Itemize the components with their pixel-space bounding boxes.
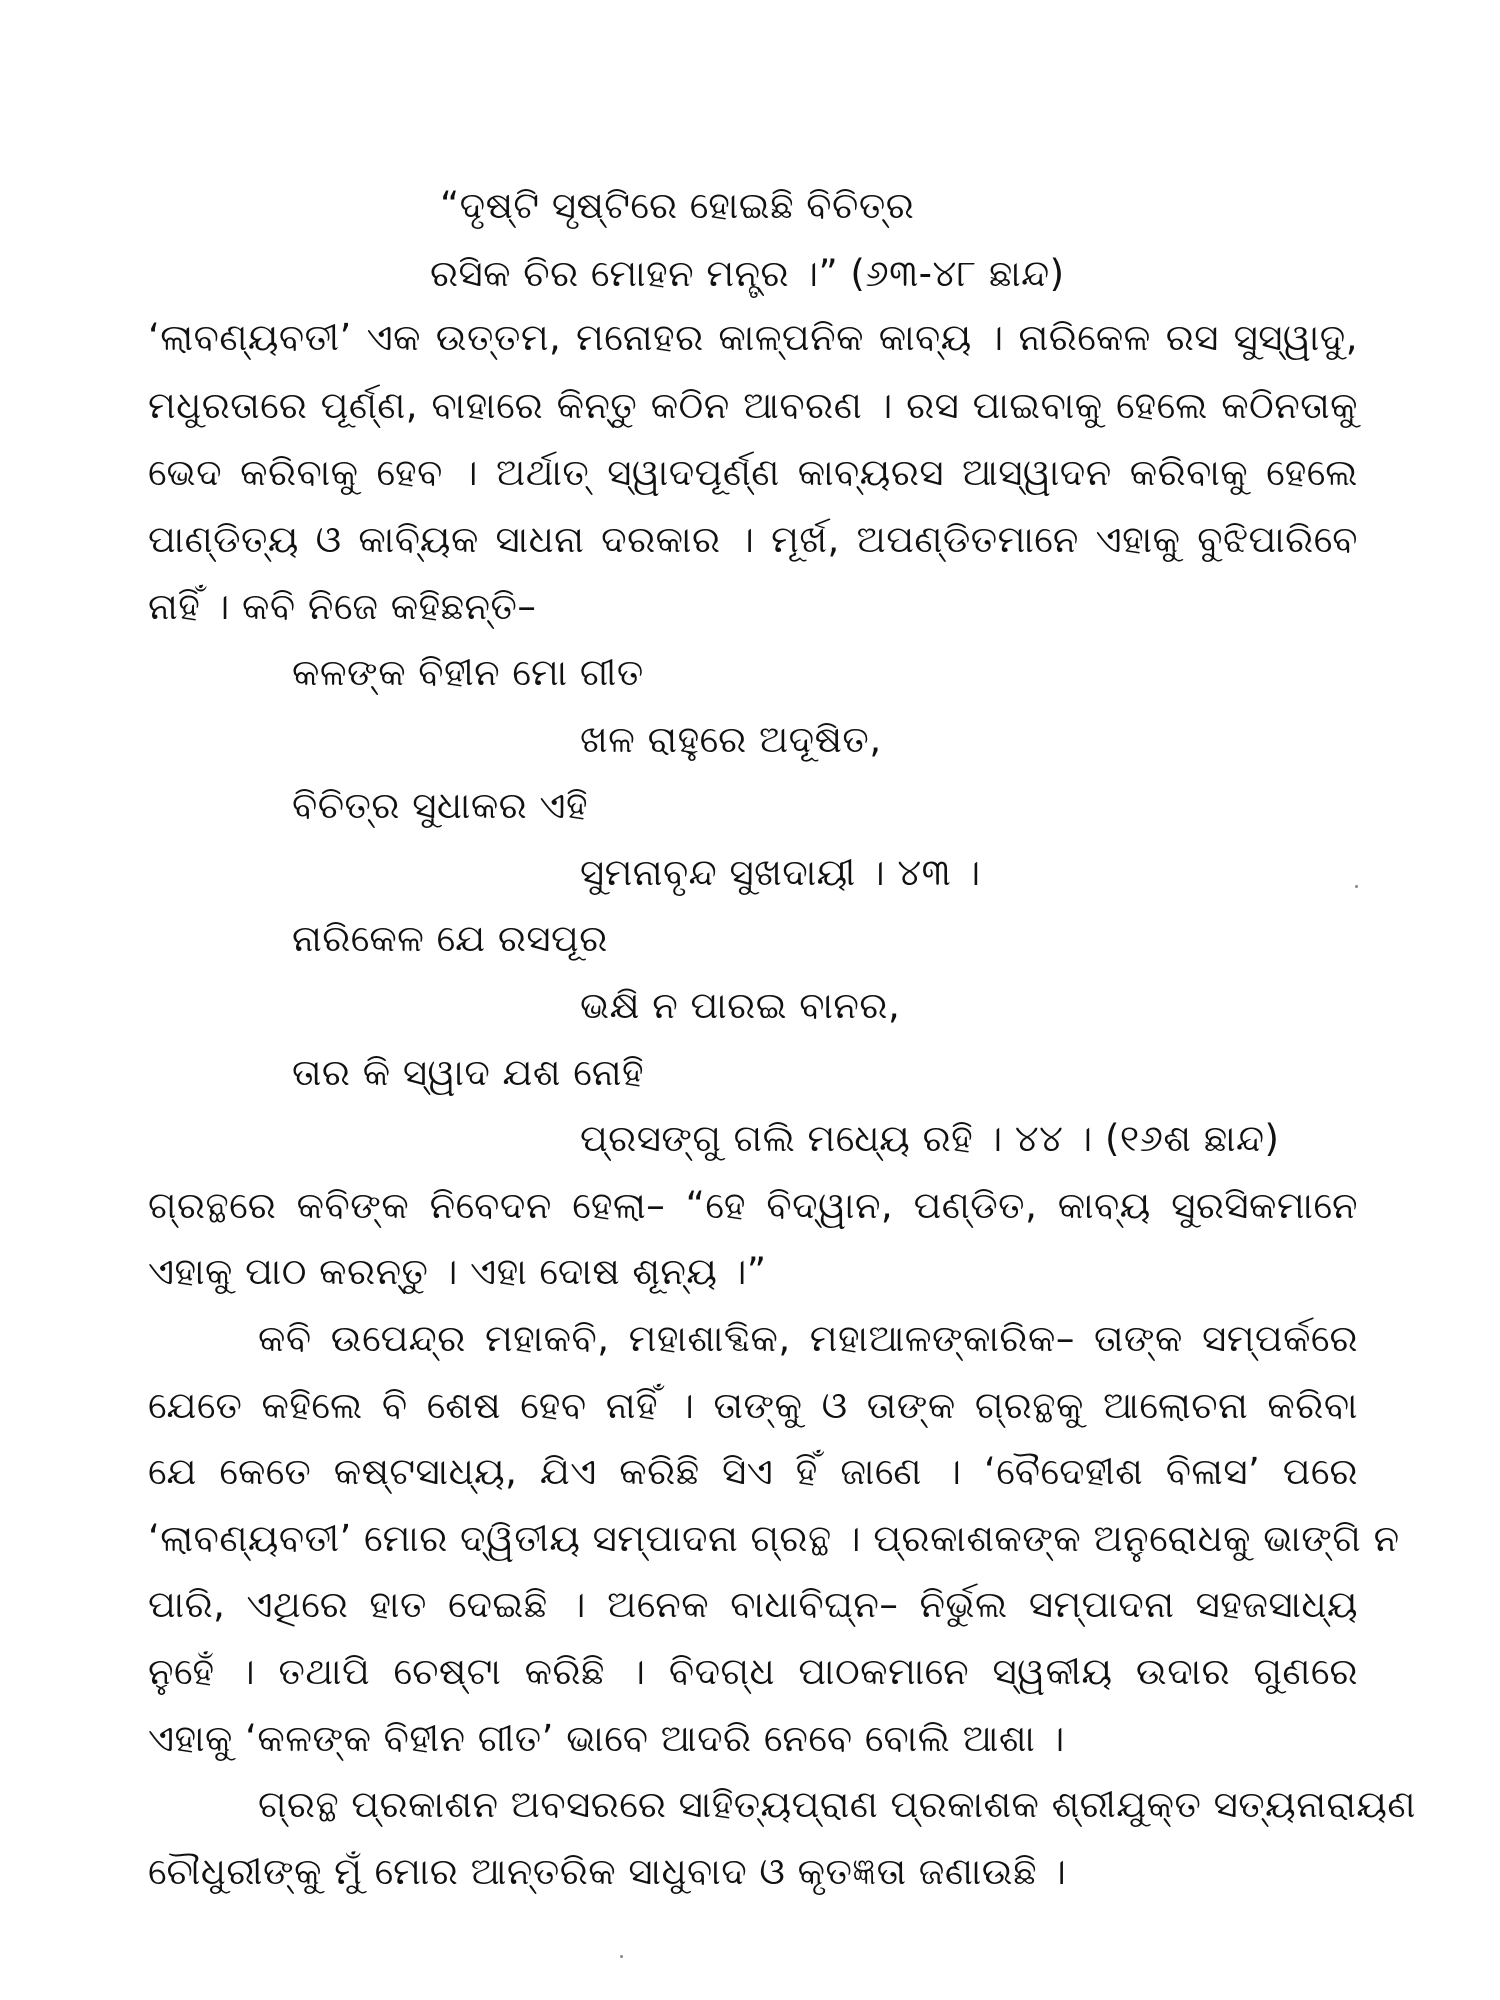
scan-speck: [620, 1955, 623, 1958]
paragraph-3-line-6: ନୁହେଁ । ତଥାପି ଚେଷ୍ଟା କରିଛି । ବିଦଗ୍ଧ ପାଠକମାନେ ସ୍ୱକୀୟ ଉଦାର ଗୁଣରେ: [148, 1650, 1358, 1693]
paragraph-3-line-3: ଯେ କେତେ କଷ୍ଟସାଧ୍ୟ, ଯିଏ କରିଛି ସିଏ ହିଁ ଜାଣେ । ‘ବୈଦେହୀଶ ବିଳାସ’ ପରେ: [148, 1450, 1358, 1493]
paragraph-2-line-1: ଗ୍ରନ୍ଥରେ କବିଙ୍କ ନିବେଦନ ହେଲା– “ହେ ବିଦ୍ୱାନ, ପଣ୍ଡିତ, କାବ୍ୟ ସୁରସିକମାନେ: [148, 1184, 1358, 1227]
epigraph-line-1: “ଦୃଷ୍ଟି ସୃଷ୍ଟିରେ ହୋଇଛି ବିଚିତ୍ର: [440, 184, 915, 227]
paragraph-3-line-7: ଏହାକୁ ‘କଳଙ୍କ ବିହୀନ ଗୀତ’ ଭାବେ ଆଦରି ନେବେ ବୋଲି ଆଶା ।: [148, 1717, 1065, 1760]
epigraph-line-2: ରସିକ ଚିର ମୋହନ ମନ୍ତ୍ର ।” (୬୩-୪୮ ଛାନ୍ଦ): [430, 252, 1065, 295]
verse-line-4: ସୁମନାବୃନ୍ଦ ସୁଖଦାୟୀ । ୪୩ ।: [580, 851, 981, 894]
verse-line-7: ତାର କି ସ୍ୱାଦ ଯଶ ନୋହି: [292, 1051, 645, 1094]
paragraph-3-line-2: ଯେତେ କହିଲେ ବି ଶେଷ ହେବ ନାହିଁ । ତାଙ୍କୁ ଓ ତାଙ୍କ ଗ୍ରନ୍ଥକୁ ଆଲୋଚନା କରିବା: [148, 1384, 1358, 1427]
paragraph-2-line-2: ଏହାକୁ ପାଠ କରନ୍ତୁ । ଏହା ଦୋଷ ଶୂନ୍ୟ ।”: [148, 1250, 767, 1293]
verse-line-3: ବିଚିତ୍ର ସୁଧାକର ଏହି: [292, 784, 589, 827]
paragraph-1-line-3: ଭେଦ କରିବାକୁ ହେବ । ଅର୍ଥାତ୍ ସ୍ୱାଦପୂର୍ଣ୍ଣ କାବ୍ୟରସ ଆସ୍ୱାଦନ କରିବାକୁ ହେଲେ: [148, 451, 1358, 494]
paragraph-4-line-1: ଗ୍ରନ୍ଥ ପ୍ରକାଶନ ଅବସରରେ ସାହିତ୍ୟପ୍ରାଣ ପ୍ରକାଶକ ଶ୍ରୀଯୁକ୍ତ ସତ୍ୟନାରାୟଣ: [258, 1783, 1416, 1826]
verse-line-2: ଖଳ ରାହୁରେ ଅଦୂଷିତ,: [580, 718, 882, 761]
verse-line-1: କଳଙ୍କ ବିହୀନ ମୋ ଗୀତ: [292, 651, 644, 694]
verse-line-5: ନାରିକେଳ ଯେ ରସପୂର: [292, 917, 608, 960]
paragraph-4-line-2: ଚୌଧୁରୀଙ୍କୁ ମୁଁ ମୋର ଆନ୍ତରିକ ସାଧୁବାଦ ଓ କୃତଜ୍ଞତା ଜଣାଉଛି ।: [148, 1850, 1067, 1893]
paragraph-3-line-4: ‘ଲାବଣ୍ୟବତୀ’ ମୋର ଦ୍ୱିତୀୟ ସମ୍ପାଦନା ଗ୍ରନ୍ଥ । ପ୍ରକାଶକଙ୍କ ଅନୁରୋଧକୁ ଭାଙ୍ଗି ନ: [148, 1517, 1400, 1560]
paragraph-1-line-1: ‘ଲାବଣ୍ୟବତୀ’ ଏକ ଉତ୍ତମ, ମନୋହର କାଳ୍ପନିକ କାବ୍ୟ । ନାରିକେଳ ରସ ସୁସ୍ୱାଦୁ,: [148, 316, 1358, 359]
paragraph-3-line-1: କବି ଉପେନ୍ଦ୍ର ମହାକବି, ମହାଶାବ୍ଦିକ, ମହାଆଳଙ୍କାରିକ– ତାଙ୍କ ସମ୍ପର୍କରେ: [258, 1317, 1358, 1360]
verse-line-8: ପ୍ରସଙ୍ଗୁ ଗଲି ମଧ୍ୟେ ରହି । ୪୪ । (୧୬ଶ ଛାନ୍ଦ): [580, 1117, 1280, 1160]
paragraph-3-line-5: ପାରି, ଏଥିରେ ହାତ ଦେଇଛି । ଅନେକ ବାଧାବିଘ୍ନ– ନିର୍ଭୁଲ ସମ୍ପାଦନା ସହଜସାଧ୍ୟ: [148, 1583, 1358, 1626]
paragraph-1-line-2: ମଧୁରତାରେ ପୂର୍ଣ୍ଣ, ବାହାରେ କିନ୍ତୁ କଠିନ ଆବରଣ । ରସ ପାଇବାକୁ ହେଲେ କଠିନତାକୁ: [148, 384, 1358, 427]
paragraph-1-line-4: ପାଣ୍ଡିତ୍ୟ ଓ କାବ୍ୟିକ ସାଧନା ଦରକାର । ମୂର୍ଖ, ଅପଣ୍ଡିତମାନେ ଏହାକୁ ବୁଝିପାରିବେ: [148, 518, 1358, 561]
scan-speck: [1355, 885, 1358, 888]
paragraph-1-line-5: ନାହିଁ । କବି ନିଜେ କହିଛନ୍ତି–: [148, 585, 537, 628]
verse-line-6: ଭକ୍ଷି ନ ପାରଇ ବାନର,: [580, 984, 901, 1027]
